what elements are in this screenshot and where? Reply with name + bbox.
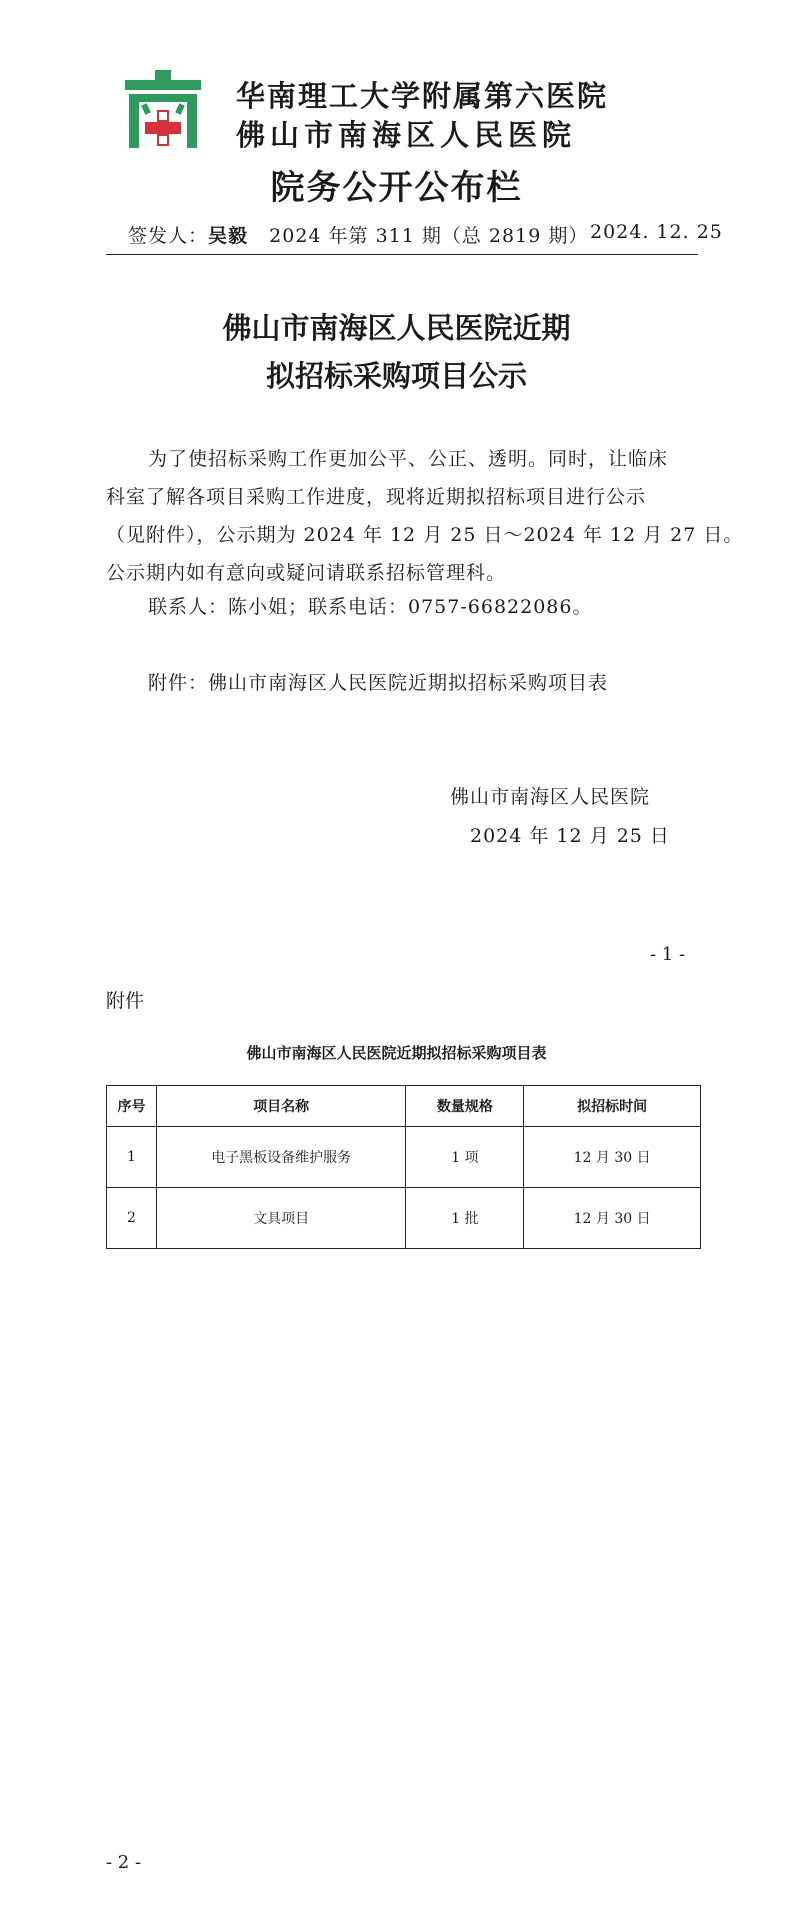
cell-index: 2 (107, 1188, 157, 1249)
cell-index: 1 (107, 1127, 157, 1188)
column-header-index: 序号 (107, 1086, 157, 1127)
table-row (107, 1127, 701, 1188)
column-header-quantity: 数量规格 (406, 1086, 524, 1127)
page-number-2: - 2 - (106, 1852, 142, 1873)
table-header-row (107, 1086, 701, 1127)
cell-time: 12 月 30 日 (524, 1127, 701, 1188)
signature-org: 佛山市南海区人民医院 (450, 786, 651, 808)
signature-date: 2024 年 12 月 25 日 (470, 825, 670, 847)
cell-quantity: 1 批 (406, 1188, 524, 1249)
hospital-logo-icon (123, 70, 203, 148)
attachment-note: 附件：佛山市南海区人民医院近期拟招标采购项目表 (148, 672, 609, 694)
signer-label: 签发人： (128, 225, 209, 247)
issue-meta (128, 221, 723, 248)
cell-time: 12 月 30 日 (524, 1188, 701, 1249)
signer-name: 吴毅 (208, 225, 249, 247)
cell-name: 电子黑板设备维护服务 (156, 1127, 406, 1188)
paragraph-line: 公示期内如有意向或疑问请联系招标管理科。 (106, 562, 507, 584)
column-header-name: 项目名称 (156, 1086, 406, 1127)
table-row (107, 1188, 701, 1249)
column-header-time: 拟招标时间 (524, 1086, 701, 1127)
attachment-label: 附件 (106, 990, 145, 1012)
notice-title-line1: 佛山市南海区人民医院近期 (222, 311, 571, 345)
paragraph-line: 科室了解各项目采购工作进度，现将近期拟招标项目进行公示 (106, 486, 647, 508)
header-divider (106, 254, 698, 255)
org-name-line1: 华南理工大学附属第六医院 (236, 79, 609, 113)
notice-title-line2: 拟招标采购项目公示 (265, 359, 527, 393)
issue-date: 2024. 12. 25 (590, 221, 723, 243)
attachment-table-title: 佛山市南海区人民医院近期拟招标采购项目表 (246, 1044, 547, 1062)
board-title: 院务公开公布栏 (270, 168, 523, 208)
contact-info: 联系人：陈小姐；联系电话：0757-66822086。 (148, 596, 593, 618)
paragraph-line: （见附件），公示期为 2024 年 12 月 25 日～2024 年 12 月 27 日。 (106, 524, 744, 546)
cell-quantity: 1 项 (406, 1127, 524, 1188)
issue-number: 2024 年第 311 期（总 2819 期） (269, 225, 589, 247)
notice-paragraph (106, 440, 744, 592)
paragraph-line: 为了使招标采购工作更加公平、公正、透明。同时，让临床 (148, 448, 669, 470)
page-number-1: - 1 - (650, 944, 686, 965)
procurement-table (106, 1085, 701, 1249)
org-name-line2: 佛山市南海区人民医院 (236, 118, 577, 152)
cell-name: 文具项目 (156, 1188, 406, 1249)
